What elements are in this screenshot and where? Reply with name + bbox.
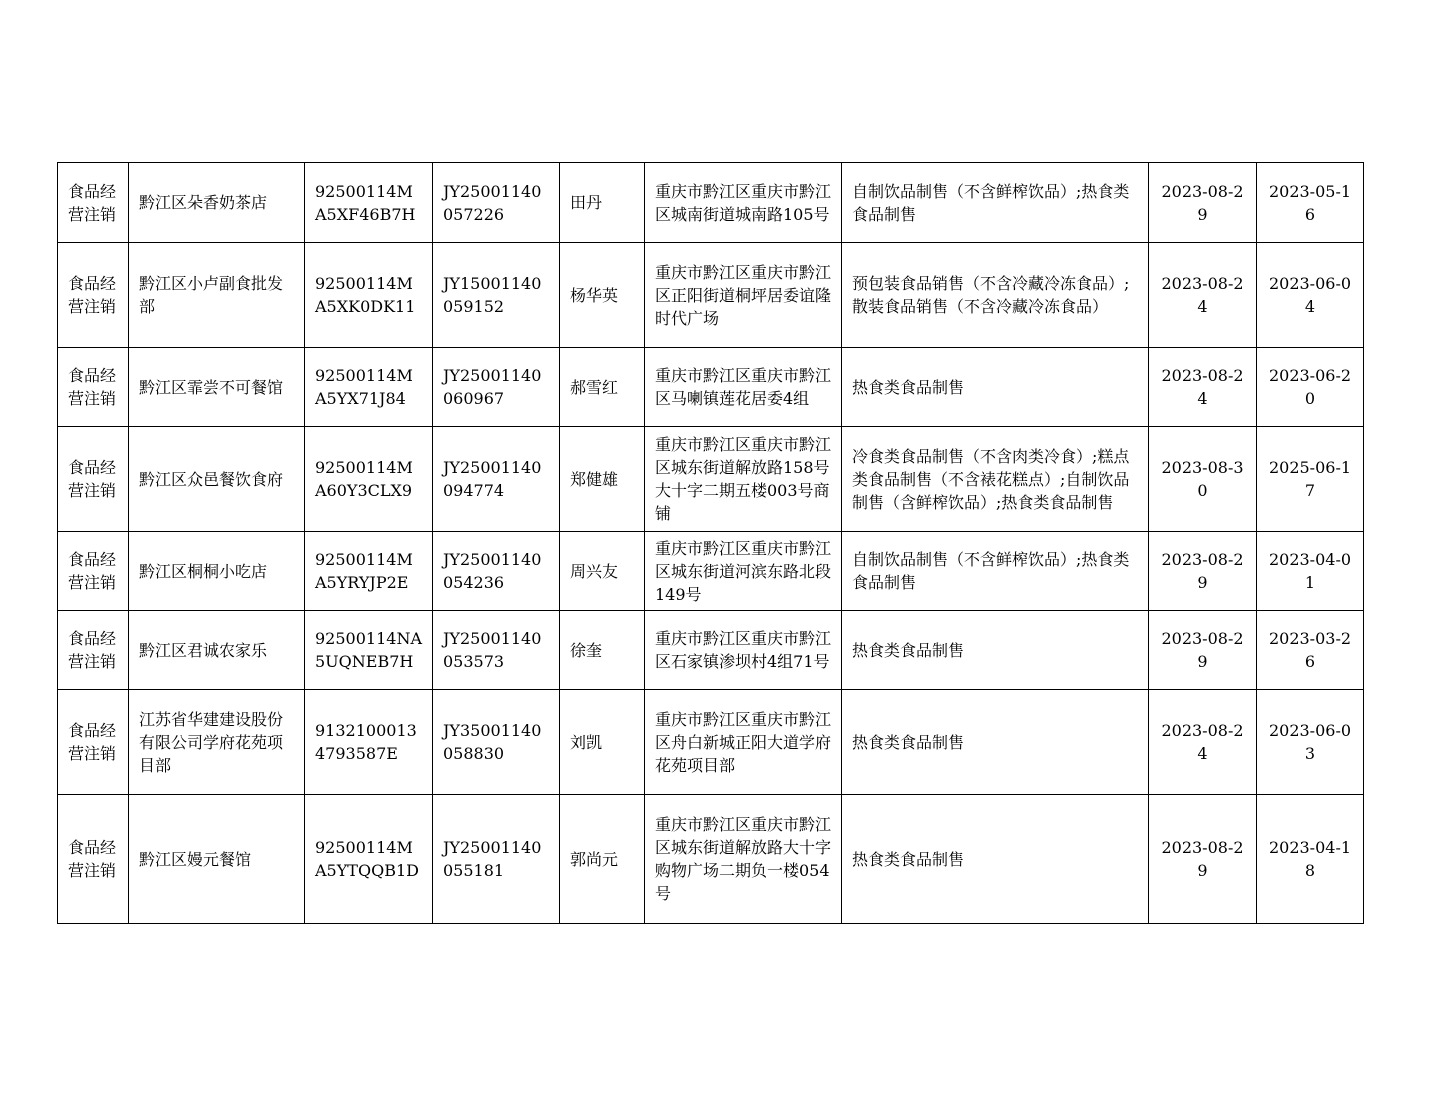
address-cell: 重庆市黔江区重庆市黔江区石家镇渗坝村4组71号	[645, 611, 842, 690]
category-cell: 食品经营注销	[58, 163, 129, 243]
table-row	[58, 611, 1364, 690]
cancel-date-cell: 2023-08-30	[1149, 427, 1257, 532]
credit-code-cell: 92500114MA60Y3CLX9	[305, 427, 433, 532]
license-number-cell: JY25001140057226	[433, 163, 560, 243]
cancel-date-cell: 2023-08-29	[1149, 795, 1257, 924]
business-scope-cell: 冷食类食品制售（不含肉类冷食）;糕点类食品制售（不含裱花糕点）;自制饮品制售（含鲜榨饮品）;热食类食品制售	[842, 427, 1149, 532]
category-cell: 食品经营注销	[58, 243, 129, 348]
category-cell: 食品经营注销	[58, 348, 129, 427]
table-row	[58, 795, 1364, 924]
cancel-date-cell: 2023-08-24	[1149, 243, 1257, 348]
credit-code-cell: 92500114MA5XF46B7H	[305, 163, 433, 243]
business-scope-cell: 预包装食品销售（不含冷藏冷冻食品）;散装食品销售（不含冷藏冷冻食品）	[842, 243, 1149, 348]
valid-until-cell: 2023-06-03	[1257, 690, 1364, 795]
address-cell: 重庆市黔江区重庆市黔江区城南街道城南路105号	[645, 163, 842, 243]
valid-until-cell: 2023-06-04	[1257, 243, 1364, 348]
license-number-cell: JY25001140054236	[433, 532, 560, 611]
license-number-cell: JY25001140053573	[433, 611, 560, 690]
business-name-cell: 江苏省华建建设股份有限公司学府花苑项目部	[129, 690, 305, 795]
business-scope-cell: 热食类食品制售	[842, 611, 1149, 690]
valid-until-cell: 2025-06-17	[1257, 427, 1364, 532]
table-row	[58, 690, 1364, 795]
business-name-cell: 黔江区小卢副食批发部	[129, 243, 305, 348]
credit-code-cell: 92500114MA5YTQQB1D	[305, 795, 433, 924]
license-number-cell: JY15001140059152	[433, 243, 560, 348]
cancel-date-cell: 2023-08-24	[1149, 690, 1257, 795]
license-number-cell: JY25001140060967	[433, 348, 560, 427]
responsible-person-cell: 刘凯	[560, 690, 645, 795]
business-scope-cell: 自制饮品制售（不含鲜榨饮品）;热食类食品制售	[842, 163, 1149, 243]
category-cell: 食品经营注销	[58, 795, 129, 924]
cancel-date-cell: 2023-08-29	[1149, 532, 1257, 611]
cancel-date-cell: 2023-08-24	[1149, 348, 1257, 427]
table-row	[58, 243, 1364, 348]
license-number-cell: JY35001140058830	[433, 690, 560, 795]
valid-until-cell: 2023-03-26	[1257, 611, 1364, 690]
responsible-person-cell: 周兴友	[560, 532, 645, 611]
responsible-person-cell: 郭尚元	[560, 795, 645, 924]
valid-until-cell: 2023-06-20	[1257, 348, 1364, 427]
table-row	[58, 532, 1364, 611]
business-scope-cell: 自制饮品制售（不含鲜榨饮品）;热食类食品制售	[842, 532, 1149, 611]
address-cell: 重庆市黔江区重庆市黔江区城东街道河滨东路北段149号	[645, 532, 842, 611]
category-cell: 食品经营注销	[58, 532, 129, 611]
address-cell: 重庆市黔江区重庆市黔江区马喇镇莲花居委4组	[645, 348, 842, 427]
credit-code-cell: 92500114MA5YRYJP2E	[305, 532, 433, 611]
responsible-person-cell: 杨华英	[560, 243, 645, 348]
address-cell: 重庆市黔江区重庆市黔江区舟白新城正阳大道学府花苑项目部	[645, 690, 842, 795]
credit-code-cell: 92500114NA5UQNEB7H	[305, 611, 433, 690]
category-cell: 食品经营注销	[58, 690, 129, 795]
address-cell: 重庆市黔江区重庆市黔江区正阳街道桐坪居委谊隆时代广场	[645, 243, 842, 348]
address-cell: 重庆市黔江区重庆市黔江区城东街道解放路158号大十字二期五楼003号商铺	[645, 427, 842, 532]
records-table-body	[58, 163, 1364, 924]
business-name-cell: 黔江区嫚元餐馆	[129, 795, 305, 924]
business-scope-cell: 热食类食品制售	[842, 690, 1149, 795]
business-scope-cell: 热食类食品制售	[842, 348, 1149, 427]
records-table	[57, 162, 1364, 924]
cancel-date-cell: 2023-08-29	[1149, 611, 1257, 690]
responsible-person-cell: 郑健雄	[560, 427, 645, 532]
valid-until-cell: 2023-04-01	[1257, 532, 1364, 611]
table-row	[58, 427, 1364, 532]
business-name-cell: 黔江区众邑餐饮食府	[129, 427, 305, 532]
credit-code-cell: 92500114MA5XK0DK11	[305, 243, 433, 348]
category-cell: 食品经营注销	[58, 427, 129, 532]
cancel-date-cell: 2023-08-29	[1149, 163, 1257, 243]
business-name-cell: 黔江区霏尝不可餐馆	[129, 348, 305, 427]
credit-code-cell: 91321000134793587E	[305, 690, 433, 795]
business-name-cell: 黔江区桐桐小吃店	[129, 532, 305, 611]
valid-until-cell: 2023-05-16	[1257, 163, 1364, 243]
license-number-cell: JY25001140094774	[433, 427, 560, 532]
business-name-cell: 黔江区君诚农家乐	[129, 611, 305, 690]
address-cell: 重庆市黔江区重庆市黔江区城东街道解放路大十字购物广场二期负一楼054号	[645, 795, 842, 924]
table-row	[58, 348, 1364, 427]
valid-until-cell: 2023-04-18	[1257, 795, 1364, 924]
license-number-cell: JY25001140055181	[433, 795, 560, 924]
responsible-person-cell: 田丹	[560, 163, 645, 243]
table-row	[58, 163, 1364, 243]
credit-code-cell: 92500114MA5YX71J84	[305, 348, 433, 427]
business-scope-cell: 热食类食品制售	[842, 795, 1149, 924]
responsible-person-cell: 徐奎	[560, 611, 645, 690]
category-cell: 食品经营注销	[58, 611, 129, 690]
business-name-cell: 黔江区朵香奶茶店	[129, 163, 305, 243]
responsible-person-cell: 郝雪红	[560, 348, 645, 427]
